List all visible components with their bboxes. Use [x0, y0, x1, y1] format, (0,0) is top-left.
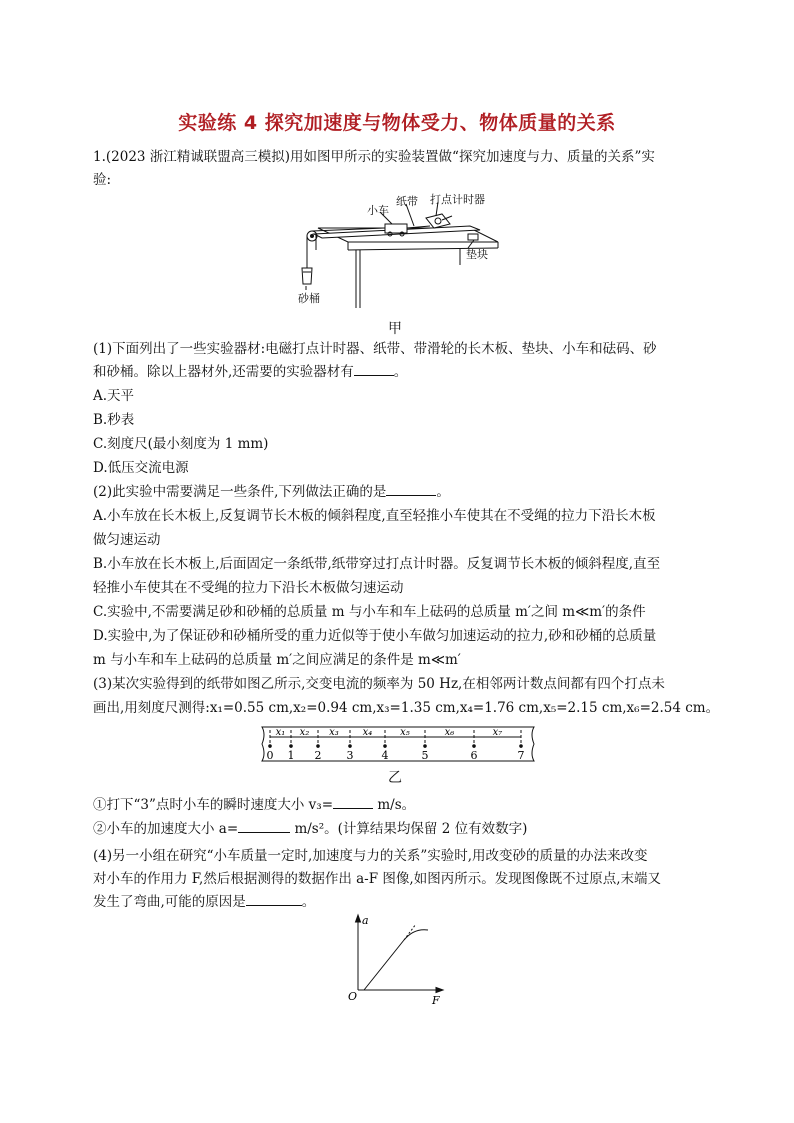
- label-tape: 纸带: [396, 195, 418, 208]
- part3-question-a-text: ①打下“3”点时小车的瞬时速度大小 v₃=: [93, 797, 334, 813]
- part1-answer-blank: [354, 363, 394, 376]
- tape-dot-3: [348, 744, 352, 748]
- tape-segment-label: x₂: [299, 727, 310, 738]
- tape-dot-6: [472, 744, 476, 748]
- part1-option-d: D.低压交流电源: [93, 460, 189, 476]
- tape-dot-4: [383, 744, 387, 748]
- tape-point-label: 7: [517, 749, 525, 762]
- tape-point-label: 0: [266, 749, 274, 762]
- part2-text: (2)此实验中需要满足一些条件,下列做法正确的是: [93, 484, 387, 500]
- question-intro-line-1: 1.(2023 浙江精诚联盟高三模拟)用如图甲所示的实验装置做“探究加速度与力、质量的关系”实: [93, 149, 655, 165]
- a-f-graph: [340, 912, 450, 1006]
- part3-question-b-unit: m/s²。(计算结果均保留 2 位有效数字): [294, 821, 528, 837]
- f-axis-label: F: [432, 994, 440, 1006]
- question-intro-line-2: 验:: [93, 172, 112, 188]
- tape-point-label: 6: [470, 749, 478, 762]
- tape-segment-label: x₄: [362, 727, 373, 738]
- part1-option-b: B.秒表: [93, 412, 135, 428]
- tape-segment-label: x₅: [400, 727, 410, 738]
- part2-option-a-line-1: A.小车放在长木板上,反复调节长木板的倾斜程度,直至轻推小车使其在不受绳的拉力下沿长木板: [93, 508, 656, 524]
- part1-text-line-2: [93, 363, 407, 381]
- tape-drawing: [258, 724, 538, 764]
- tape-segment-label: x₃: [329, 727, 339, 738]
- tape-dot-7: [519, 744, 523, 748]
- part3-text-line-1: (3)某次实验得到的纸带如图乙所示,交变电流的频率为 50 Hz,在相邻两计数点间都有四个打点未: [93, 676, 665, 692]
- label-timer: 打点计时器: [430, 193, 485, 206]
- tape-point-label: 4: [381, 749, 389, 762]
- part2-stem: [93, 483, 450, 501]
- tape-segment-label: x₁: [275, 727, 286, 738]
- part2-option-c: C.实验中,不需要满足砂和砂桶的总质量 m 与小车和车上砝码的总质量 m′之间 m≪m′的条件: [93, 604, 646, 620]
- tape-dot-0: [268, 744, 272, 748]
- part1-period: 。: [393, 364, 408, 380]
- part2-option-d-line-2: m 与小车和车上砝码的总质量 m′之间应满足的条件是 m≪m′: [93, 652, 461, 668]
- part3-text-line-2: 画出,用刻度尺测得:x₁=0.55 cm,x₂=0.94 cm,x₃=1.35 cm,x₄=1.76 cm,x₅=2.15 cm,x₆=2.54 cm。: [93, 700, 720, 716]
- tape-dot-2: [316, 744, 320, 748]
- figure-bing-graph: [340, 912, 450, 1006]
- tape-point-label: 1: [287, 749, 295, 762]
- part3-question-a-unit: m/s。: [377, 797, 416, 813]
- part3-question-b: [93, 820, 527, 838]
- part2-option-a-line-2: 做匀速运动: [93, 532, 161, 548]
- part4-text-line-2: 对小车的作用力 F,然后根据测得的数据作出 a-F 图像,如图丙所示。发现图像既不过原点,末端又: [93, 871, 661, 887]
- part1-text-line-1: (1)下面列出了一些实验器材:电磁打点计时器、纸带、带滑轮的长木板、垫块、小车和砝码、砂: [93, 341, 657, 357]
- part1-text: 和砂桶。除以上器材外,还需要的实验器材有: [93, 364, 354, 380]
- tape-segment-label: x₆: [444, 727, 455, 738]
- part2-option-d-line-1: D.实验中,为了保证砂和砂桶所受的重力近似等于使小车做匀加速运动的拉力,砂和砂桶的总质量: [93, 628, 657, 644]
- part3-question-b-blank: [238, 820, 290, 833]
- a-axis-label: a: [362, 914, 369, 927]
- figure-jia-caption: 甲: [388, 321, 402, 337]
- part1-option-c: C.刻度尺(最小刻度为 1 mm): [93, 436, 269, 452]
- part4-text-line-3: [93, 893, 315, 911]
- figure-yi-caption: 乙: [388, 770, 402, 786]
- a-f-curve: [364, 930, 428, 990]
- tape-dot-1: [289, 744, 293, 748]
- tape-point-label: 3: [346, 749, 354, 762]
- figure-yi-tape: [258, 724, 538, 764]
- f-axis-arrow: [436, 988, 443, 993]
- label-cart: 小车: [367, 204, 389, 217]
- tape-point-label: 5: [421, 749, 429, 762]
- part2-option-b-line-2: 轻推小车使其在不受绳的拉力下沿长木板做匀速运动: [93, 580, 404, 596]
- tape-dot-5: [423, 744, 427, 748]
- figure-jia-apparatus: [290, 190, 510, 315]
- part2-period: 。: [436, 484, 450, 500]
- part2-option-b-line-1: B.小车放在长木板上,后面固定一条纸带,纸带穿过打点计时器。反复调节长木板的倾斜程度,直至: [93, 556, 661, 572]
- part3-question-b-text: ②小车的加速度大小 a=: [93, 821, 239, 837]
- label-bucket: 砂桶: [298, 292, 320, 305]
- part4-answer-blank: [246, 893, 302, 906]
- part4-text: 发生了弯曲,可能的原因是: [93, 894, 246, 910]
- label-block: 垫块: [466, 248, 488, 261]
- part3-question-a: [93, 796, 415, 814]
- part2-answer-blank: [386, 483, 436, 496]
- tape-segment-label: x₇: [492, 727, 503, 738]
- a-axis-arrow: [356, 915, 361, 922]
- tape-point-label: 2: [314, 749, 322, 762]
- origin-label: O: [348, 990, 358, 1003]
- page-title: 实验练 4 探究加速度与物体受力、物体质量的关系: [178, 112, 616, 134]
- part1-option-a: A.天平: [93, 388, 135, 404]
- part4-period: 。: [301, 894, 316, 910]
- part4-text-line-1: (4)另一小组在研究“小车质量一定时,加速度与力的关系”实验时,用改变砂的质量的办法来改变: [93, 848, 648, 864]
- part3-question-a-blank: [333, 796, 373, 809]
